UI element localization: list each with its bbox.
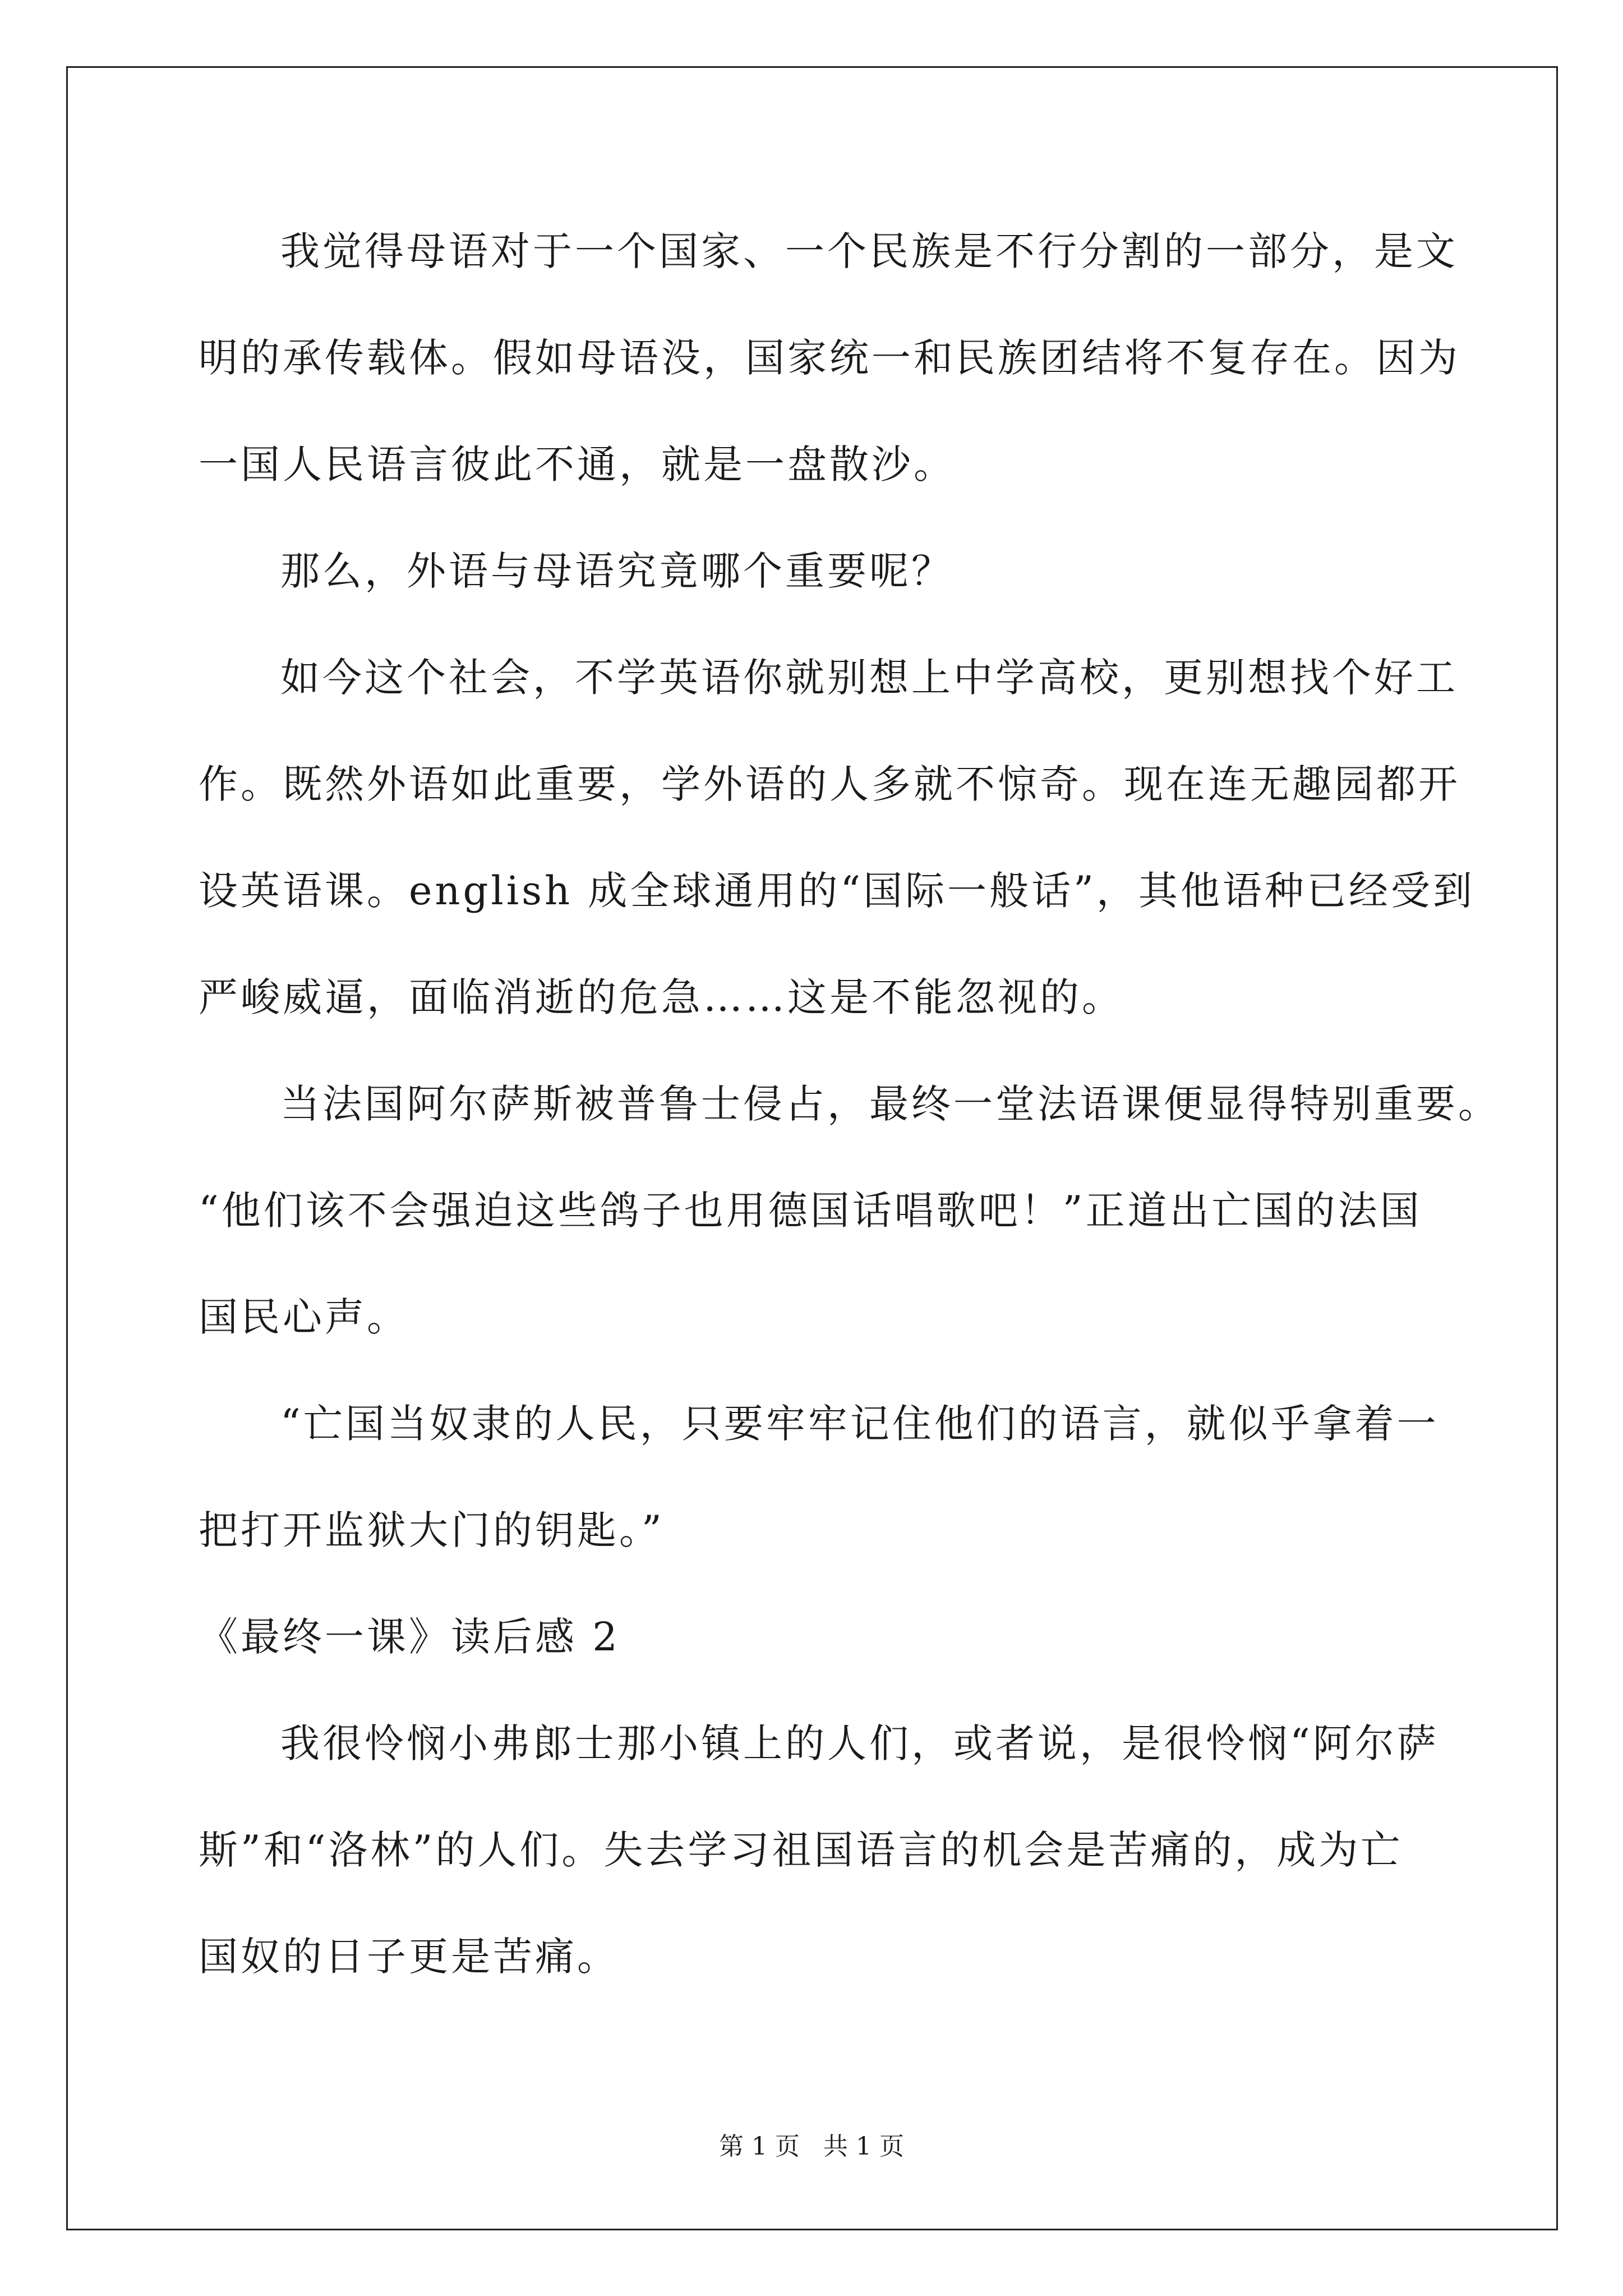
page-footer: 第 1 页 共 1 页 <box>719 2132 904 2161</box>
paragraph-1-line-2: 明的承传载体。假如母语没，国家统一和民族团结将不复存在。因为 <box>199 335 1460 381</box>
paragraph-5-line-2: 把打开监狱大门的钥匙。” <box>199 1507 665 1553</box>
paragraph-6-line-1: 我很怜悯小弗郎士那小镇上的人们，或者说，是很怜悯“阿尔萨 <box>280 1720 1439 1766</box>
paragraph-5-line-1: “亡国当奴隶的人民，只要牢牢记住他们的语言，就似乎拿着一 <box>280 1401 1439 1447</box>
paragraph-4-line-1: 当法国阿尔萨斯被普鲁士侵占，最终一堂法语课便显得特别重要。 <box>280 1081 1500 1127</box>
paragraph-2-line-1: 那么，外语与母语究竟哪个重要呢？ <box>280 548 953 594</box>
paragraph-4-line-3: 国民心声。 <box>199 1294 409 1340</box>
paragraph-1-line-1: 我觉得母语对于一个国家、一个民族是不行分割的一部分，是文 <box>280 228 1458 274</box>
paragraph-6-line-3: 国奴的日子更是苦痛。 <box>199 1934 619 1980</box>
paragraph-4-line-2: “他们该不会强迫这些鸽子也用德国话唱歌吧！”正道出亡国的法国 <box>199 1188 1422 1234</box>
section-title: 《最终一课》读后感 2 <box>199 1614 620 1660</box>
paragraph-3-line-4: 严峻威逼，面临消逝的危急……这是不能忽视的。 <box>199 974 1124 1020</box>
page-border <box>66 66 1558 2230</box>
paragraph-6-line-2: 斯”和“洛林”的人们。失去学习祖国语言的机会是苦痛的，成为亡 <box>199 1827 1403 1873</box>
paragraph-3-line-3: 设英语课。english 成全球通用的“国际一般话”，其他语种已经受到 <box>199 868 1475 914</box>
paragraph-3-line-2: 作。既然外语如此重要，学外语的人多就不惊奇。现在连无趣园都开 <box>199 761 1460 807</box>
paragraph-1-line-3: 一国人民语言彼此不通，就是一盘散沙。 <box>199 441 956 487</box>
paragraph-3-line-1: 如今这个社会，不学英语你就别想上中学高校，更别想找个好工 <box>280 655 1458 701</box>
